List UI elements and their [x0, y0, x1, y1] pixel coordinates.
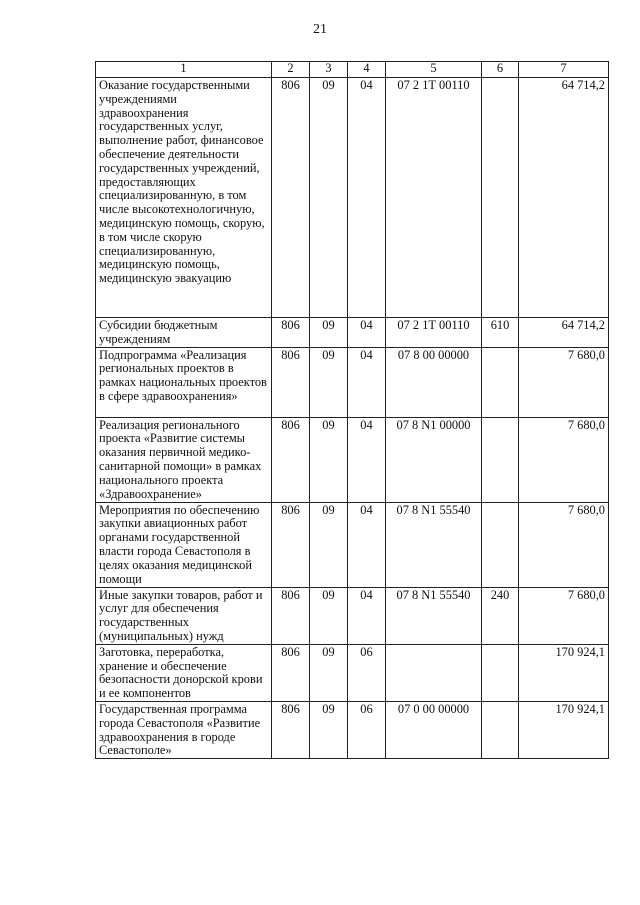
expense-type-code: [482, 701, 519, 758]
section-code: 09: [310, 644, 348, 701]
subsection-code: 06: [348, 644, 386, 701]
header-cell: 7: [519, 62, 609, 78]
expense-type-code: [482, 78, 519, 318]
header-cell: 3: [310, 62, 348, 78]
page-number: 21: [313, 22, 327, 37]
section-code: 09: [310, 587, 348, 644]
section-code: 09: [310, 318, 348, 348]
ministry-code: 806: [272, 347, 310, 417]
section-code: 09: [310, 347, 348, 417]
target-article-code: 07 0 00 00000: [386, 701, 482, 758]
expense-type-code: [482, 502, 519, 587]
ministry-code: 806: [272, 701, 310, 758]
header-cell: 2: [272, 62, 310, 78]
row-name: Оказание государственными учреждениями здравоохранения государственных услуг, выполнение работ, финансовое обеспечение деятельности государственных учреждений, предоставляющих специализированную, в том числе высокотехнологичную, медицинскую помощь, скорую, в том числе скорую специализированную, медицинскую помощь, медицинскую эвакуацию: [96, 78, 272, 318]
header-cell: 1: [96, 62, 272, 78]
amount: 170 924,1: [519, 701, 609, 758]
row-name: Иные закупки товаров, работ и услуг для обеспечения государственных (муниципальных) нужд: [96, 587, 272, 644]
section-code: 09: [310, 701, 348, 758]
subsection-code: 06: [348, 701, 386, 758]
section-code: 09: [310, 417, 348, 502]
row-name: Мероприятия по обеспечению закупки авиационных работ органами государственной власти города Севастополя в целях оказания медицинской помощи: [96, 502, 272, 587]
amount: 7 680,0: [519, 587, 609, 644]
subsection-code: 04: [348, 417, 386, 502]
table-row: [96, 644, 609, 701]
expense-type-code: [482, 347, 519, 417]
row-name: Субсидии бюджетным учреждениям: [96, 318, 272, 348]
row-name: Подпрограмма «Реализация региональных проектов в рамках национальных проектов в сфере здравоохранения»: [96, 347, 272, 417]
amount: 64 714,2: [519, 78, 609, 318]
ministry-code: 806: [272, 587, 310, 644]
table-header-row: [96, 62, 609, 78]
target-article-code: 07 2 1Т 00110: [386, 318, 482, 348]
target-article-code: 07 8 N1 55540: [386, 587, 482, 644]
amount: 64 714,2: [519, 318, 609, 348]
row-name: Реализация регионального проекта «Развитие системы оказания первичной медико-санитарной помощи» в рамках национального проекта «Здравоохранение»: [96, 417, 272, 502]
expense-type-code: 240: [482, 587, 519, 644]
subsection-code: 04: [348, 502, 386, 587]
amount: 7 680,0: [519, 502, 609, 587]
header-cell: 6: [482, 62, 519, 78]
ministry-code: 806: [272, 417, 310, 502]
table-row: [96, 701, 609, 758]
target-article-code: 07 2 1Т 00110: [386, 78, 482, 318]
amount: 7 680,0: [519, 347, 609, 417]
amount: 7 680,0: [519, 417, 609, 502]
table-row: [96, 78, 609, 318]
target-article-code: 07 8 00 00000: [386, 347, 482, 417]
table-row: [96, 587, 609, 644]
table-row: [96, 502, 609, 587]
row-name: Государственная программа города Севастополя «Развитие здравоохранения в городе Севастополе»: [96, 701, 272, 758]
ministry-code: 806: [272, 644, 310, 701]
table-row: [96, 347, 609, 417]
subsection-code: 04: [348, 587, 386, 644]
row-name: Заготовка, переработка, хранение и обеспечение безопасности донорской крови и ее компонентов: [96, 644, 272, 701]
subsection-code: 04: [348, 318, 386, 348]
table-row: [96, 318, 609, 348]
header-cell: 4: [348, 62, 386, 78]
expense-type-code: 610: [482, 318, 519, 348]
subsection-code: 04: [348, 78, 386, 318]
ministry-code: 806: [272, 318, 310, 348]
section-code: 09: [310, 502, 348, 587]
ministry-code: 806: [272, 78, 310, 318]
subsection-code: 04: [348, 347, 386, 417]
budget-table: [95, 61, 609, 759]
amount: 170 924,1: [519, 644, 609, 701]
ministry-code: 806: [272, 502, 310, 587]
expense-type-code: [482, 644, 519, 701]
expense-type-code: [482, 417, 519, 502]
target-article-code: [386, 644, 482, 701]
header-cell: 5: [386, 62, 482, 78]
target-article-code: 07 8 N1 55540: [386, 502, 482, 587]
table-row: [96, 417, 609, 502]
target-article-code: 07 8 N1 00000: [386, 417, 482, 502]
section-code: 09: [310, 78, 348, 318]
